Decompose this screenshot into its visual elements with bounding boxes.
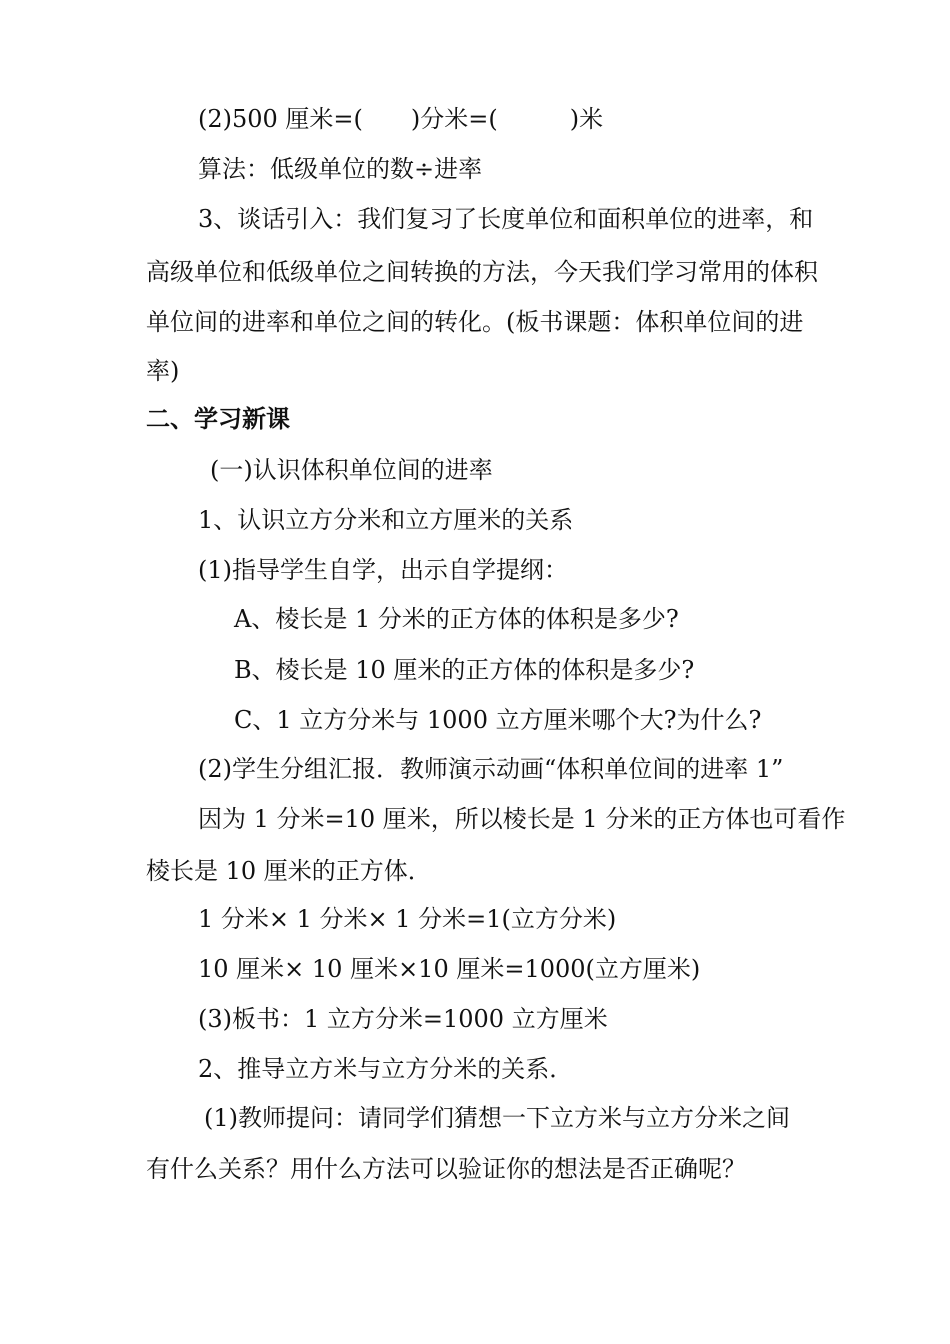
paragraph-line: 有什么关系？用什么方法可以验证你的想法是否正确呢？ [146,1155,746,1183]
step-line: (1)教师提问：请同学们猜想一下立方米与立方分米之间 [204,1104,790,1132]
outline-item: B、棱长是 10 厘米的正方体的体积是多少? [234,656,695,684]
item-heading: 1、认识立方分米和立方厘米的关系 [198,506,574,534]
method-line: 算法：低级单位的数÷进率 [198,155,483,183]
exercise-line: (2)500 厘米=( )分米=( )米 [198,105,604,133]
paragraph-line: 单位间的进率和单位之间的转化。(板书课题：体积单位间的进 [146,308,804,336]
paragraph-line: 高级单位和低级单位之间转换的方法，今天我们学习常用的体积 [146,258,818,286]
paragraph-line: 3、谈话引入：我们复习了长度单位和面积单位的进率，和 [198,205,814,233]
formula-line: 1 分米× 1 分米× 1 分米=1(立方分米) [198,905,617,933]
paragraph-line: 棱长是 10 厘米的正方体． [146,857,432,885]
outline-item: C、1 立方分米与 1000 立方厘米哪个大?为什么? [234,706,762,734]
item-heading: 2、推导立方米与立方分米的关系． [198,1055,574,1083]
section-heading: 二、学习新课 [146,405,290,433]
formula-line: 10 厘米× 10 厘米×10 厘米=1000(立方厘米) [198,955,701,983]
step-line: (2)学生分组汇报．教师演示动画“体积单位间的进率 1” [198,755,784,783]
step-line: (1)指导学生自学，出示自学提纲： [198,556,568,584]
paragraph-line: 因为 1 分米=10 厘米，所以棱长是 1 分米的正方体也可看作 [198,805,846,833]
subsection-heading: (一)认识体积单位间的进率 [210,456,493,484]
paragraph-line: 率) [146,357,180,385]
outline-item: A、棱长是 1 分米的正方体的体积是多少? [234,605,679,633]
board-note-line: (3)板书：1 立方分米=1000 立方厘米 [198,1005,608,1033]
